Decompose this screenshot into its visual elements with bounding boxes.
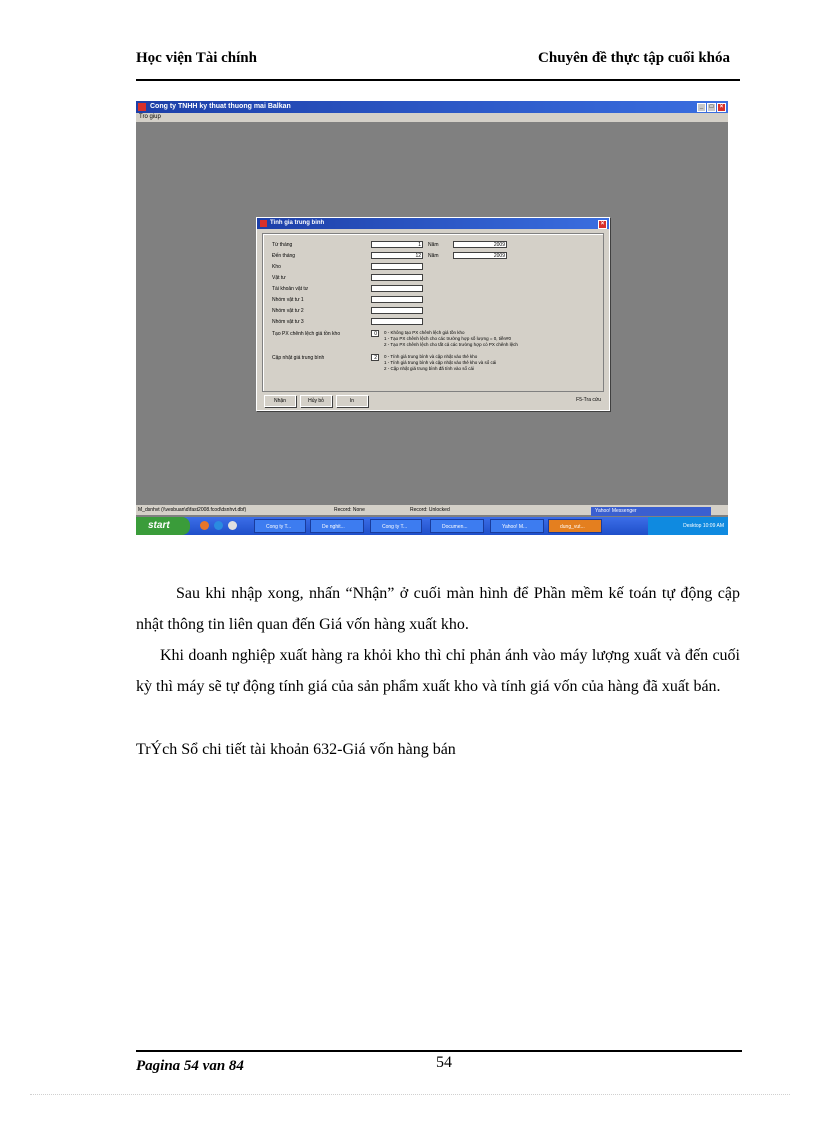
- label-update-price: Cập nhật giá trung bình: [272, 355, 325, 361]
- page-edge: [30, 1094, 790, 1095]
- label-warehouse: Kho: [272, 264, 281, 270]
- label-to-month: Đến tháng: [272, 253, 296, 259]
- desktop-label[interactable]: Desktop: [683, 523, 702, 529]
- dialog-title: Tinh gia trung binh: [270, 220, 325, 226]
- update-option-0: 0 - Tính giá trung bình và cập nhật vào thẻ kho: [384, 354, 478, 359]
- price-diff-option-1: 1 - Tạo PX chênh lệch cho các trường hợp số lượng = 0, tiền#0: [384, 336, 511, 341]
- status-unlocked: Record: Unlocked: [410, 507, 450, 513]
- close-icon[interactable]: ×: [717, 103, 726, 112]
- media-icon[interactable]: [228, 521, 237, 530]
- to-month-input[interactable]: 12: [371, 252, 423, 259]
- task-item[interactable]: dung_vut...: [548, 519, 602, 533]
- price-diff-option-0: 0 - Không tạo PX chênh lệch giá tồn kho: [384, 330, 465, 335]
- lookup-hint: F5-Tra cứu: [576, 397, 601, 403]
- task-item[interactable]: Documen...: [430, 519, 484, 533]
- taskbar: [136, 517, 728, 535]
- group-2-input[interactable]: [371, 307, 423, 314]
- header-right: Chuyên đề thực tập cuối khóa: [538, 50, 730, 66]
- update-option-2: 2 - Cập nhật giá trung bình đã tính vào sổ cái: [384, 366, 475, 371]
- status-path: M_dsnhvt (\\vesbuan\d\fast2008.fcod\dsnhvt.dbf): [138, 507, 247, 513]
- label-group-2: Nhóm vật tư 2: [272, 308, 304, 314]
- label-material: Vật tư: [272, 275, 286, 281]
- footer-left: Pagina 54 van 84: [136, 1058, 244, 1074]
- window-title: Cong ty TNHH ky thuat thuong mai Balkan: [150, 103, 291, 110]
- to-year-input[interactable]: 2009: [453, 252, 507, 259]
- price-diff-option-2: 2 - Tạo PX chênh lệch cho tất cả các trường hợp có PX chênh lệch: [384, 342, 518, 347]
- status-record: Record: None: [334, 507, 365, 513]
- ie-icon[interactable]: [214, 521, 223, 530]
- dialog-icon: [260, 220, 267, 227]
- label-year-2: Năm: [428, 253, 439, 259]
- update-option-1: 1 - Tính giá trung bình và cập nhật vào thẻ kho và sổ cái: [384, 360, 497, 365]
- yahoo-messenger-popup[interactable]: Yahoo! Messenger: [591, 507, 711, 516]
- task-item[interactable]: Cong ty T...: [370, 519, 422, 533]
- clock: 10:09 AM: [702, 523, 724, 529]
- app-icon: [138, 103, 146, 111]
- warehouse-input[interactable]: [371, 263, 423, 270]
- page-number: 54: [436, 1054, 452, 1071]
- label-year-1: Năm: [428, 242, 439, 248]
- software-screenshot: [136, 101, 728, 535]
- material-account-input[interactable]: [371, 285, 423, 292]
- header-left: Học viện Tài chính: [136, 50, 257, 66]
- group-1-input[interactable]: [371, 296, 423, 303]
- dialog-close-icon[interactable]: ×: [598, 220, 607, 229]
- footer-divider: [136, 1050, 742, 1052]
- firefox-icon[interactable]: [200, 521, 209, 530]
- task-item[interactable]: Cong ty T...: [254, 519, 306, 533]
- material-input[interactable]: [371, 274, 423, 281]
- paragraph-3: TrÝch Sổ chi tiết tài khoản 632-Giá vốn hàng bán: [136, 741, 456, 758]
- update-price-input[interactable]: 2: [371, 354, 379, 361]
- price-diff-input[interactable]: 0: [371, 330, 379, 337]
- from-year-input[interactable]: 2009: [453, 241, 507, 248]
- paragraph-1: Sau khi nhập xong, nhấn “Nhận” ở cuối màn hình để Phần mềm kế toán tự động cập nhật thông tin liên quan đến Giá vốn hàng xuất kho.: [136, 585, 740, 633]
- label-group-3: Nhóm vật tư 3: [272, 319, 304, 325]
- minimize-icon[interactable]: _: [697, 103, 706, 112]
- label-price-diff: Tạo PX chênh lệch giá tồn kho: [272, 331, 341, 337]
- dialog-titlebar: [257, 218, 609, 229]
- from-month-input[interactable]: 1: [371, 241, 423, 248]
- cancel-button[interactable]: Hủy bỏ: [300, 395, 332, 407]
- dialog-average-price: [256, 217, 610, 411]
- label-from-month: Từ tháng: [272, 242, 293, 248]
- paragraph-2: Khi doanh nghiệp xuất hàng ra khỏi kho thì chỉ phản ánh vào máy lượng xuất và đến cuối kỳ thì máy sẽ tự động tính giá của sản phẩm xuất kho và tính giá vốn của hàng đã xuất bán.: [136, 647, 740, 695]
- task-item[interactable]: De nghit...: [310, 519, 364, 533]
- menu-help[interactable]: Tro giup: [139, 114, 161, 120]
- menu-bar: [136, 113, 728, 122]
- maximize-icon[interactable]: □: [707, 103, 716, 112]
- header-divider: [136, 79, 740, 81]
- system-tray: [648, 517, 728, 535]
- start-button[interactable]: start: [136, 517, 190, 535]
- print-button[interactable]: In: [336, 395, 368, 407]
- group-3-input[interactable]: [371, 318, 423, 325]
- label-group-1: Nhóm vật tư 1: [272, 297, 304, 303]
- window-titlebar: [136, 101, 728, 113]
- task-item[interactable]: Yahoo! M...: [490, 519, 544, 533]
- label-material-account: Tài khoản vật tư: [272, 286, 309, 292]
- ok-button[interactable]: Nhận: [264, 395, 296, 407]
- dialog-body: [262, 233, 604, 392]
